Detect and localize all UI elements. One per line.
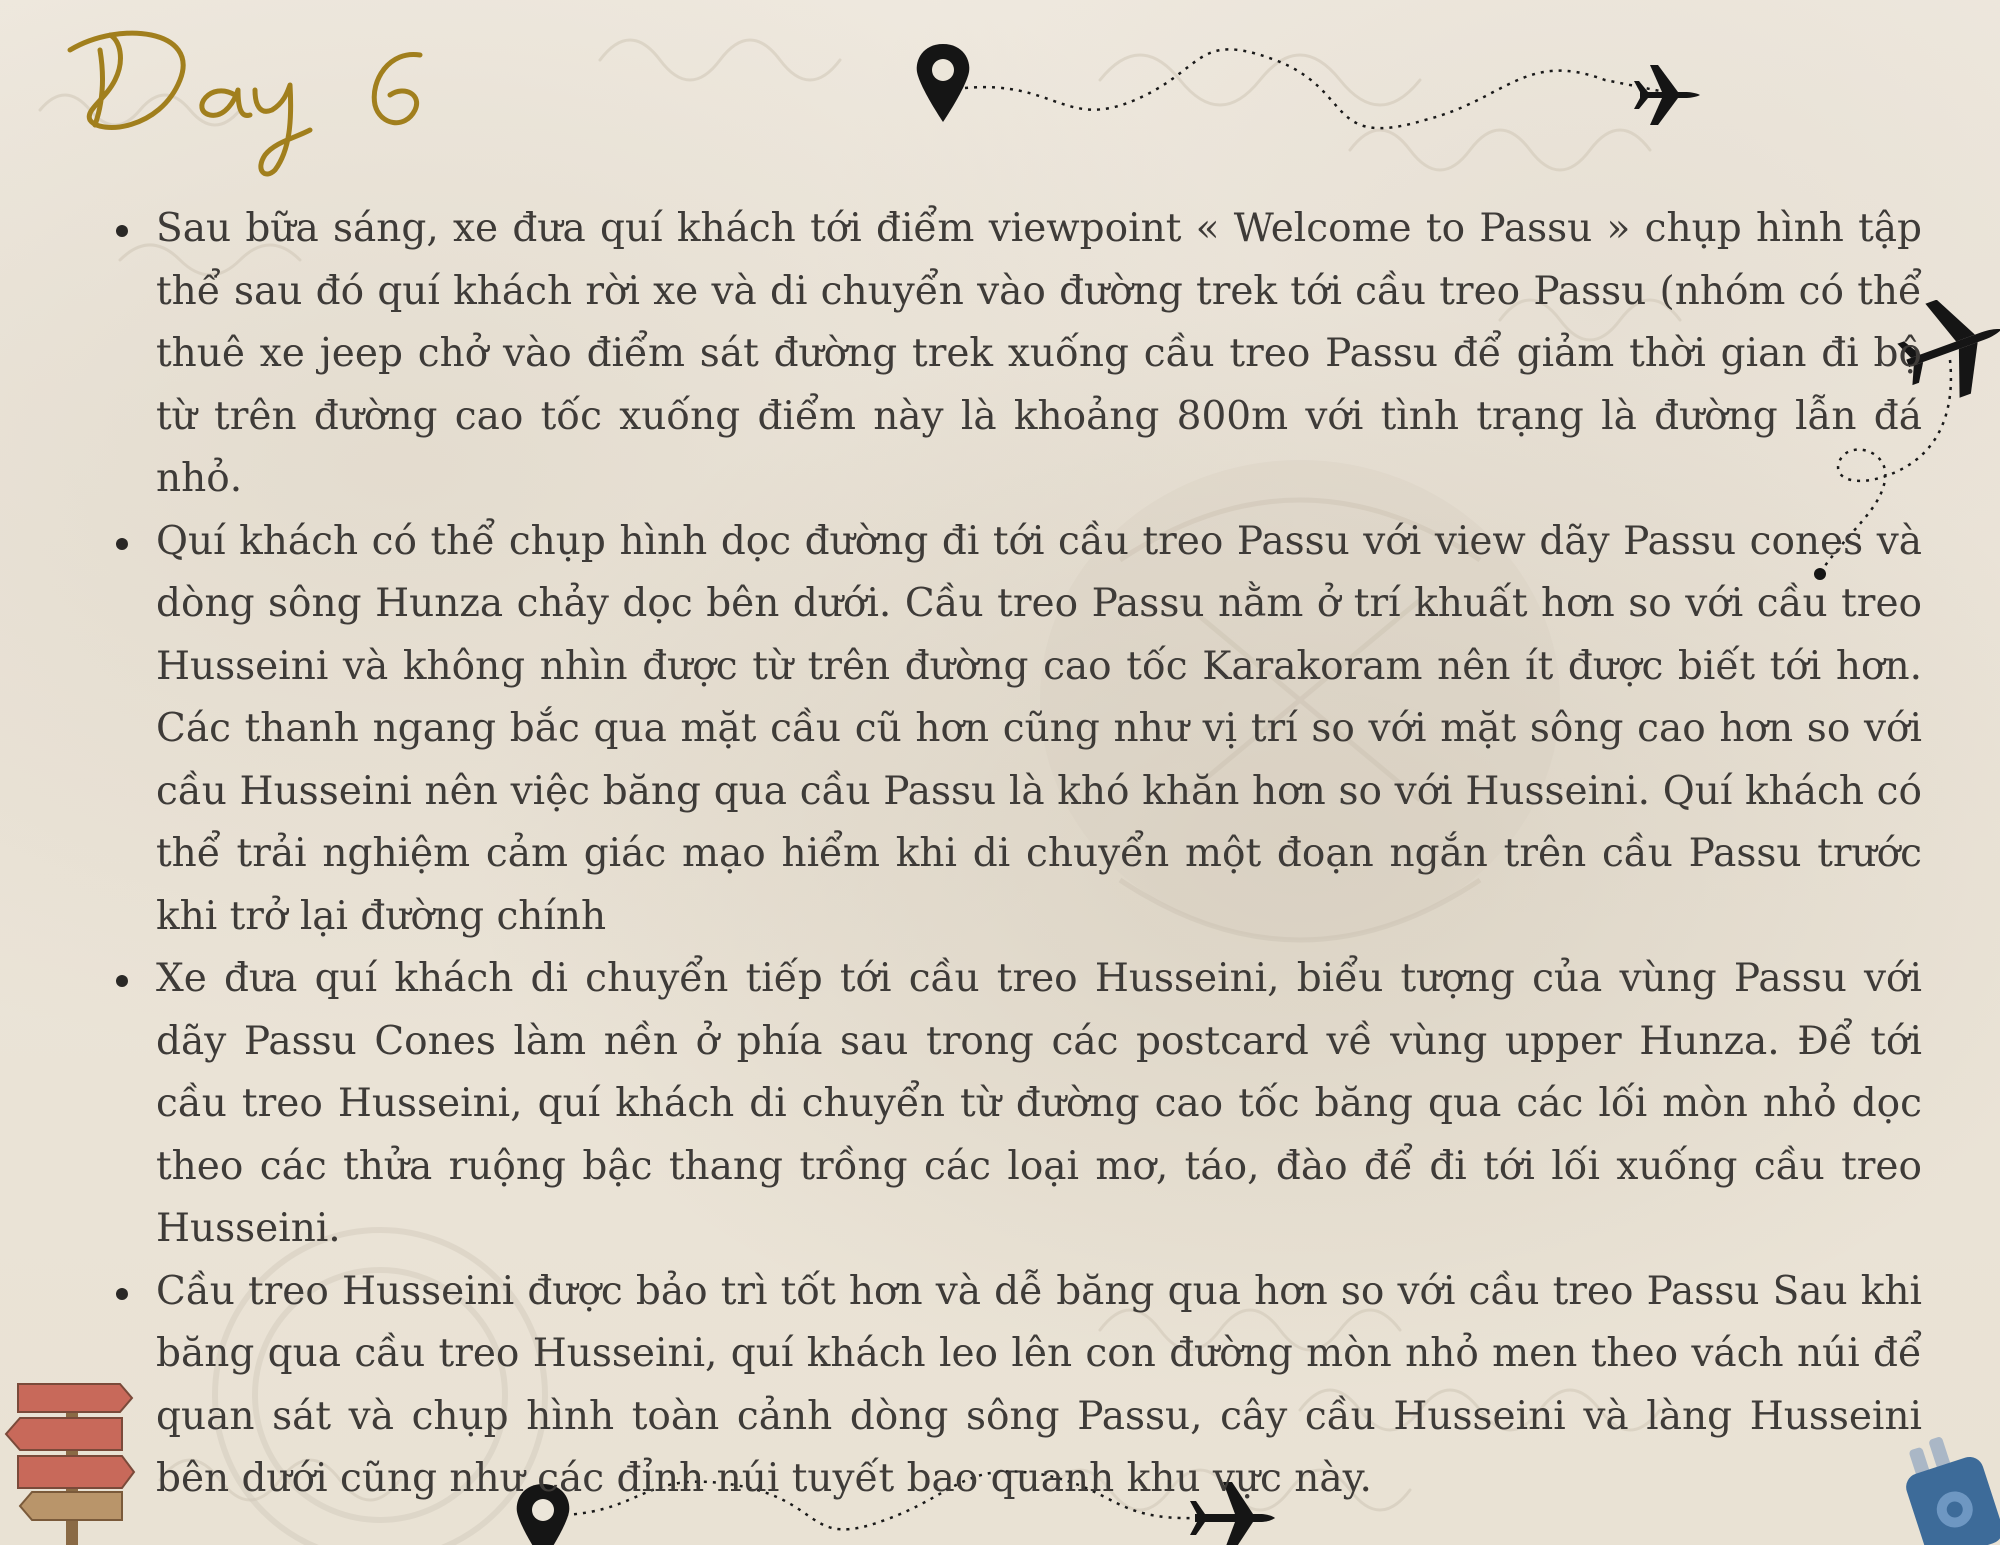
location-pin-icon — [917, 44, 970, 122]
bullet-icon — [116, 538, 128, 550]
top-route-decoration — [905, 40, 1725, 140]
bullet-icon — [116, 1288, 128, 1300]
list-item — [110, 1261, 1922, 1511]
list-item-text: Xe đưa quí khách di chuyển tiếp tới cầu treo Husseini, biểu tượng của vùng Passu với dãy Passu Cones làm nền ở phía sau trong các postcard về vùng upper Hunza. Để tới cầu treo Husseini, quí khách di chuyển từ đường cao tốc băng qua các lối mòn nhỏ dọc theo các thửa ruộng bậc thang trồng các loại mơ, táo, đào để đi tới lối xuống cầu treo Husseini. — [156, 956, 1922, 1251]
bullet-icon — [116, 975, 128, 987]
list-item — [110, 198, 1922, 511]
title-text: Day 6 — [60, 10, 63, 11]
top-route-path — [965, 49, 1665, 128]
itinerary-content — [110, 198, 1922, 1511]
bullet-icon — [116, 225, 128, 237]
list-item-text: Sau bữa sáng, xe đưa quí khách tới điểm viewpoint « Welcome to Passu » chụp hình tập thể sau đó quí khách rời xe và di chuyển vào đường trek tới cầu treo Passu (nhóm có thể thuê xe jeep chở vào điểm sát đường trek xuống cầu treo Passu để giảm thời gian đi bộ từ trên đường cao tốc xuống điểm này là khoảng 800m với tình trạng là đường lẫn đá nhỏ. — [156, 206, 1922, 501]
list-item-text: Quí khách có thể chụp hình dọc đường đi tới cầu treo Passu với view dãy Passu cones và dòng sông Hunza chảy dọc bên dưới. Cầu treo Passu nằm ở trí khuất hơn so với cầu treo Husseini và không nhìn được từ trên đường cao tốc Karakoram nên ít được biết tới hơn. Các thanh ngang bắc qua mặt cầu cũ hơn cũng như vị trí so với mặt sông cao hơn so với cầu Husseini nên việc băng qua cầu Passu là khó khăn hơn so với Husseini. Quí khách có thể trải nghiệm cảm giác mạo hiểm khi di chuyển một đoạn ngắn trên cầu Passu trước khi trở lại đường chính — [156, 518, 1922, 939]
page-title — [60, 10, 480, 180]
itinerary-list — [110, 198, 1922, 1511]
list-item — [110, 948, 1922, 1261]
list-item-text: Cầu treo Husseini được bảo trì tốt hơn và dễ băng qua hơn so với cầu treo Passu Sau khi băng qua cầu treo Husseini, quí khách leo lên con đường mòn nhỏ men theo vách núi để quan sát và chụp hình toàn cảnh dòng sông Passu, cây cầu Husseini và làng Husseini bên dưới cũng như các đỉnh núi tuyết bao quanh khu vực này. — [156, 1268, 1922, 1501]
airplane-icon — [1634, 65, 1700, 125]
list-item — [110, 511, 1922, 949]
